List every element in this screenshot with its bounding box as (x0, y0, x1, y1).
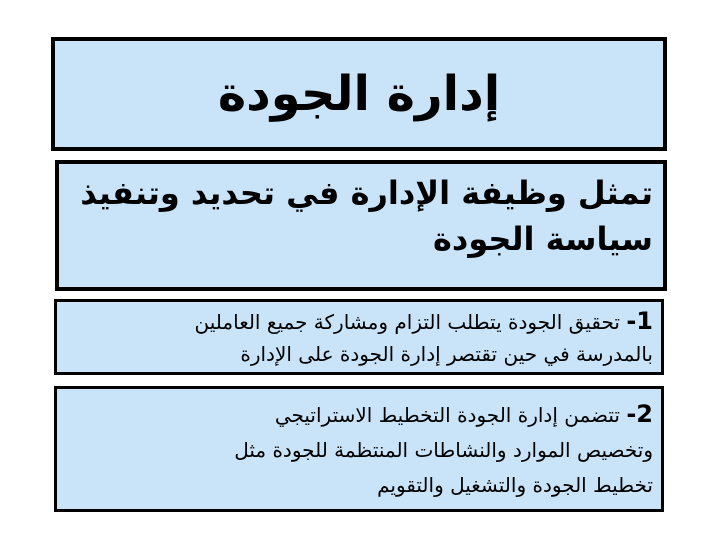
point-2-line-1 (65, 397, 653, 433)
point-1-line-1-text: تحقيق الجودة يتطلب التزام ومشاركة جميع العاملين (194, 310, 620, 334)
slide-title: إدارة الجودة (217, 66, 501, 122)
point-1-number: 1- (626, 307, 653, 335)
definition-box (55, 160, 667, 291)
point-2-line-2: وتخصيص الموارد والنشاطات المنتظمة للجودة مثل (234, 438, 653, 462)
point-1-line-1 (65, 305, 653, 338)
point-2-line-1-text: تتضمن إدارة الجودة التخطيط الاستراتيجي (274, 403, 620, 427)
point-2-box (54, 386, 664, 512)
point-2-line-3: تخطيط الجودة والتشغيل والتقويم (377, 473, 653, 497)
point-2-number: 2- (626, 400, 653, 428)
point-1-box (54, 299, 664, 375)
definition-line-1: تمثل وظيفة الإدارة في تحديد وتنفيذ (80, 174, 653, 212)
title-box (51, 37, 667, 151)
definition-line-2: سياسة الجودة (433, 220, 653, 258)
point-1-line-2: بالمدرسة في حين تقتصر إدارة الجودة على الإدارة (240, 342, 653, 366)
